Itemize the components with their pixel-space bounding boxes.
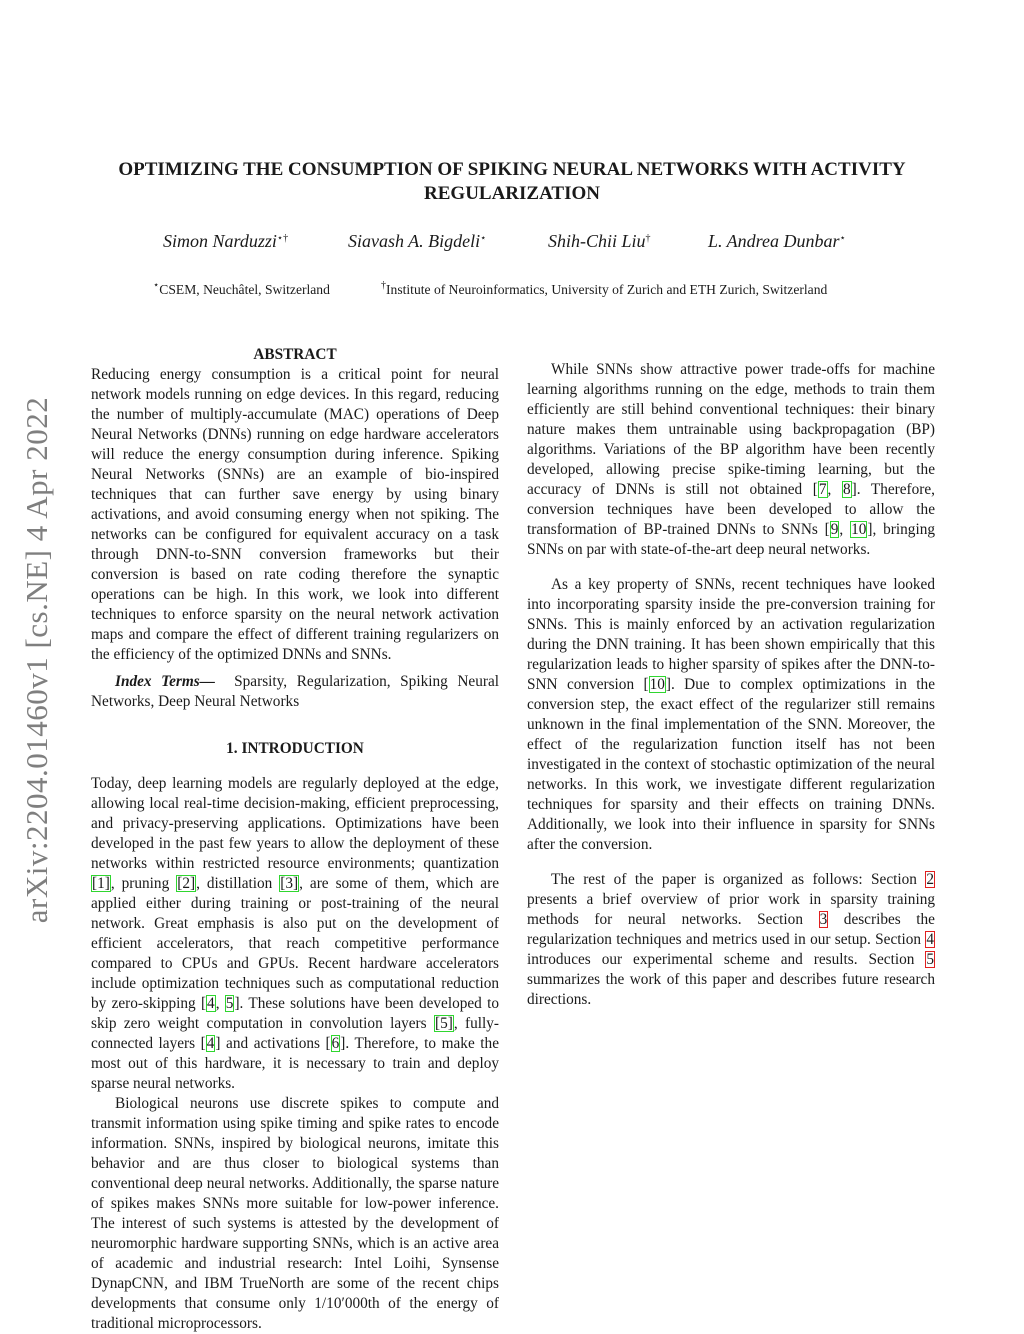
citation-link[interactable]: 10 [649, 676, 665, 693]
citation-link[interactable]: 5 [225, 995, 234, 1012]
section-link[interactable]: 3 [819, 911, 828, 928]
paper-title: OPTIMIZING THE CONSUMPTION OF SPIKING NEURAL NETWORKS WITH ACTIVITY REGULARIZATION [118, 159, 906, 204]
section-link[interactable]: 4 [926, 931, 934, 948]
intro-paragraph-3: While SNNs show attractive power trade-offs for machine learning algorithms running on the edge, methods to train them efficiently are still behind conventional techniques: their binary nature makes them untrainable using backpropagation (BP) algorithms. Variations of the BP algorithm have been recently developed, allowing precise spike-timing learning, but the accuracy of DNNs is still not obtained [7, 8]. Therefore, conversion techniques have been developed to allow the transformation of BP-trained DNNs to SNNs [9, 10], bringing SNNs on par with state-of-the-art deep neural networks. [527, 361, 935, 558]
index-terms [91, 672, 499, 712]
abstract-body: Reducing energy consumption is a critical point for neural network models running on edge devices. In this regard, reducing the number of multiply-accumulate (MAC) operations of Deep Neural Networks (DNNs) running on edge hardware accelerators will reduce the energy consumption during inference. Spiking Neural Networks (SNNs) are an example of bio-inspired techniques that can further save energy by using binary activations, and avoid consuming energy when not spiking. The networks can be configured for equivalent accuracy on a task through DNN-to-SNN conversion frameworks but their conversion is based on rate coding therefore the synaptic operations can be high. In this work, we look into different techniques to enforce sparsity on the neural network activation maps and compare the effect of different training regularizers on the efficiency of the optimized DNNs and SNNs. [91, 366, 499, 663]
intro-paragraph-2: Biological neurons use discrete spikes to compute and transmit information using spike timing and spike rates to encode information. SNNs, inspired by biological neurons, imitate this behavior and are thus closer to biological systems than conventional deep neural networks. Additionally, the sparse nature of spikes makes SNNs more suitable for low-power inference. The interest of such systems is attested by the development of neuromorphic hardware supporting SNNs, which is an active area of academic and industrial research: Intel Loihi, Synsense DynapCNN, and IBM TrueNorth are some of the recent chips developments that consume only 1/10′000th of the energy of traditional microprocessors. [91, 1095, 499, 1332]
intro-paragraph-1: Today, deep learning models are regularly deployed at the edge, allowing local real-time decision-making, efficient preprocessing, and privacy-preserving applications. Optimizations have been developed in the past few years to allow the deployment of these networks within restricted resource environments; quantization [1], pruning [2], distillation [3], are some of them, which are applied either during training or post-training of the neural network. Great emphasis is also put on the development of efficient accelerators, that reach competitive performance compared to CPUs and GPUs. Recent hardware accelerators include optimization techniques such as computational reduction by zero-skipping [4, 5]. These solutions have been developed to skip zero weight computation in convolution layers [5], fully-connected layers [4] and activations [6]. Therefore, to make the most out of this hardware, it is necessary to train and deploy sparse neural networks. [91, 775, 499, 1092]
author-name: L. Andrea Dunbar⋆ [708, 231, 846, 251]
section-link[interactable]: 2 [926, 871, 934, 888]
arxiv-id: arXiv:2204.01460v1 [cs.NE] 4 Apr 2022 [19, 396, 54, 924]
citation-link[interactable]: 4 [206, 1035, 215, 1052]
citation-link[interactable]: 6 [331, 1035, 340, 1052]
citation-link[interactable]: 4 [207, 995, 215, 1012]
affiliation: ⋆CSEM, Neuchâtel, Switzerland [153, 280, 330, 297]
citation-link[interactable]: 10 [851, 521, 867, 538]
citation-link[interactable]: [3] [280, 875, 299, 892]
citation-link[interactable]: [2] [177, 875, 196, 892]
citation-link[interactable]: 8 [842, 481, 851, 498]
citation-link[interactable]: 7 [818, 481, 827, 498]
index-terms-label: Index Terms— [115, 673, 215, 690]
arxiv-watermark [12, 365, 62, 955]
left-column [91, 345, 499, 1334]
index-terms-text: Sparsity, Regularization, Spiking Neural Networks, Deep Neural Networks [91, 673, 499, 710]
author-name: Siavash A. Bigdeli⋆ [348, 231, 487, 251]
abstract-heading: ABSTRACT [253, 346, 337, 363]
author-name: Simon Narduzzi⋆† [163, 231, 289, 251]
intro-paragraph-5: The rest of the paper is organized as follows: Section 2 presents a brief overview of prior work in sparsity training methods for neural networks. Section 3 describes the regularization techniques and metrics used in our setup. Section 4 introduces our experimental scheme and results. Section 5 summarizes the work of this paper and describes future research directions. [527, 871, 935, 1008]
introduction-heading: 1. INTRODUCTION [226, 740, 364, 757]
citation-link[interactable]: 9 [830, 521, 839, 538]
affiliation: †Institute of Neuroinformatics, University of Zurich and ETH Zurich, Switzerland [381, 280, 828, 297]
citation-link[interactable]: [1] [92, 875, 110, 892]
right-column [527, 345, 935, 1010]
intro-paragraph-4: As a key property of SNNs, recent techniques have looked into incorporating sparsity inside the pre-conversion training for SNNs. This is mainly enforced by an activation regularization during the DNN training. It has been shown empirically that this regularization leads to higher sparsity of spikes after the DNN-to-SNN conversion [10]. Due to complex optimizations in the conversion step, the exact effect of the regularizer still remains unknown in the final implementation of the SNN. Moreover, the effect of the regularization function itself has not been investigated in the context of stochastic optimization of the neural networks. In this work, we investigate different regularization techniques for sparsity and their effects on training DNNs. Additionally, we look into their influence in sparsity for SNNs after the conversion. [527, 576, 935, 853]
citation-link[interactable]: [5] [434, 1015, 453, 1032]
section-link[interactable]: 5 [926, 951, 934, 968]
author-name: Shih-Chii Liu† [548, 231, 651, 251]
